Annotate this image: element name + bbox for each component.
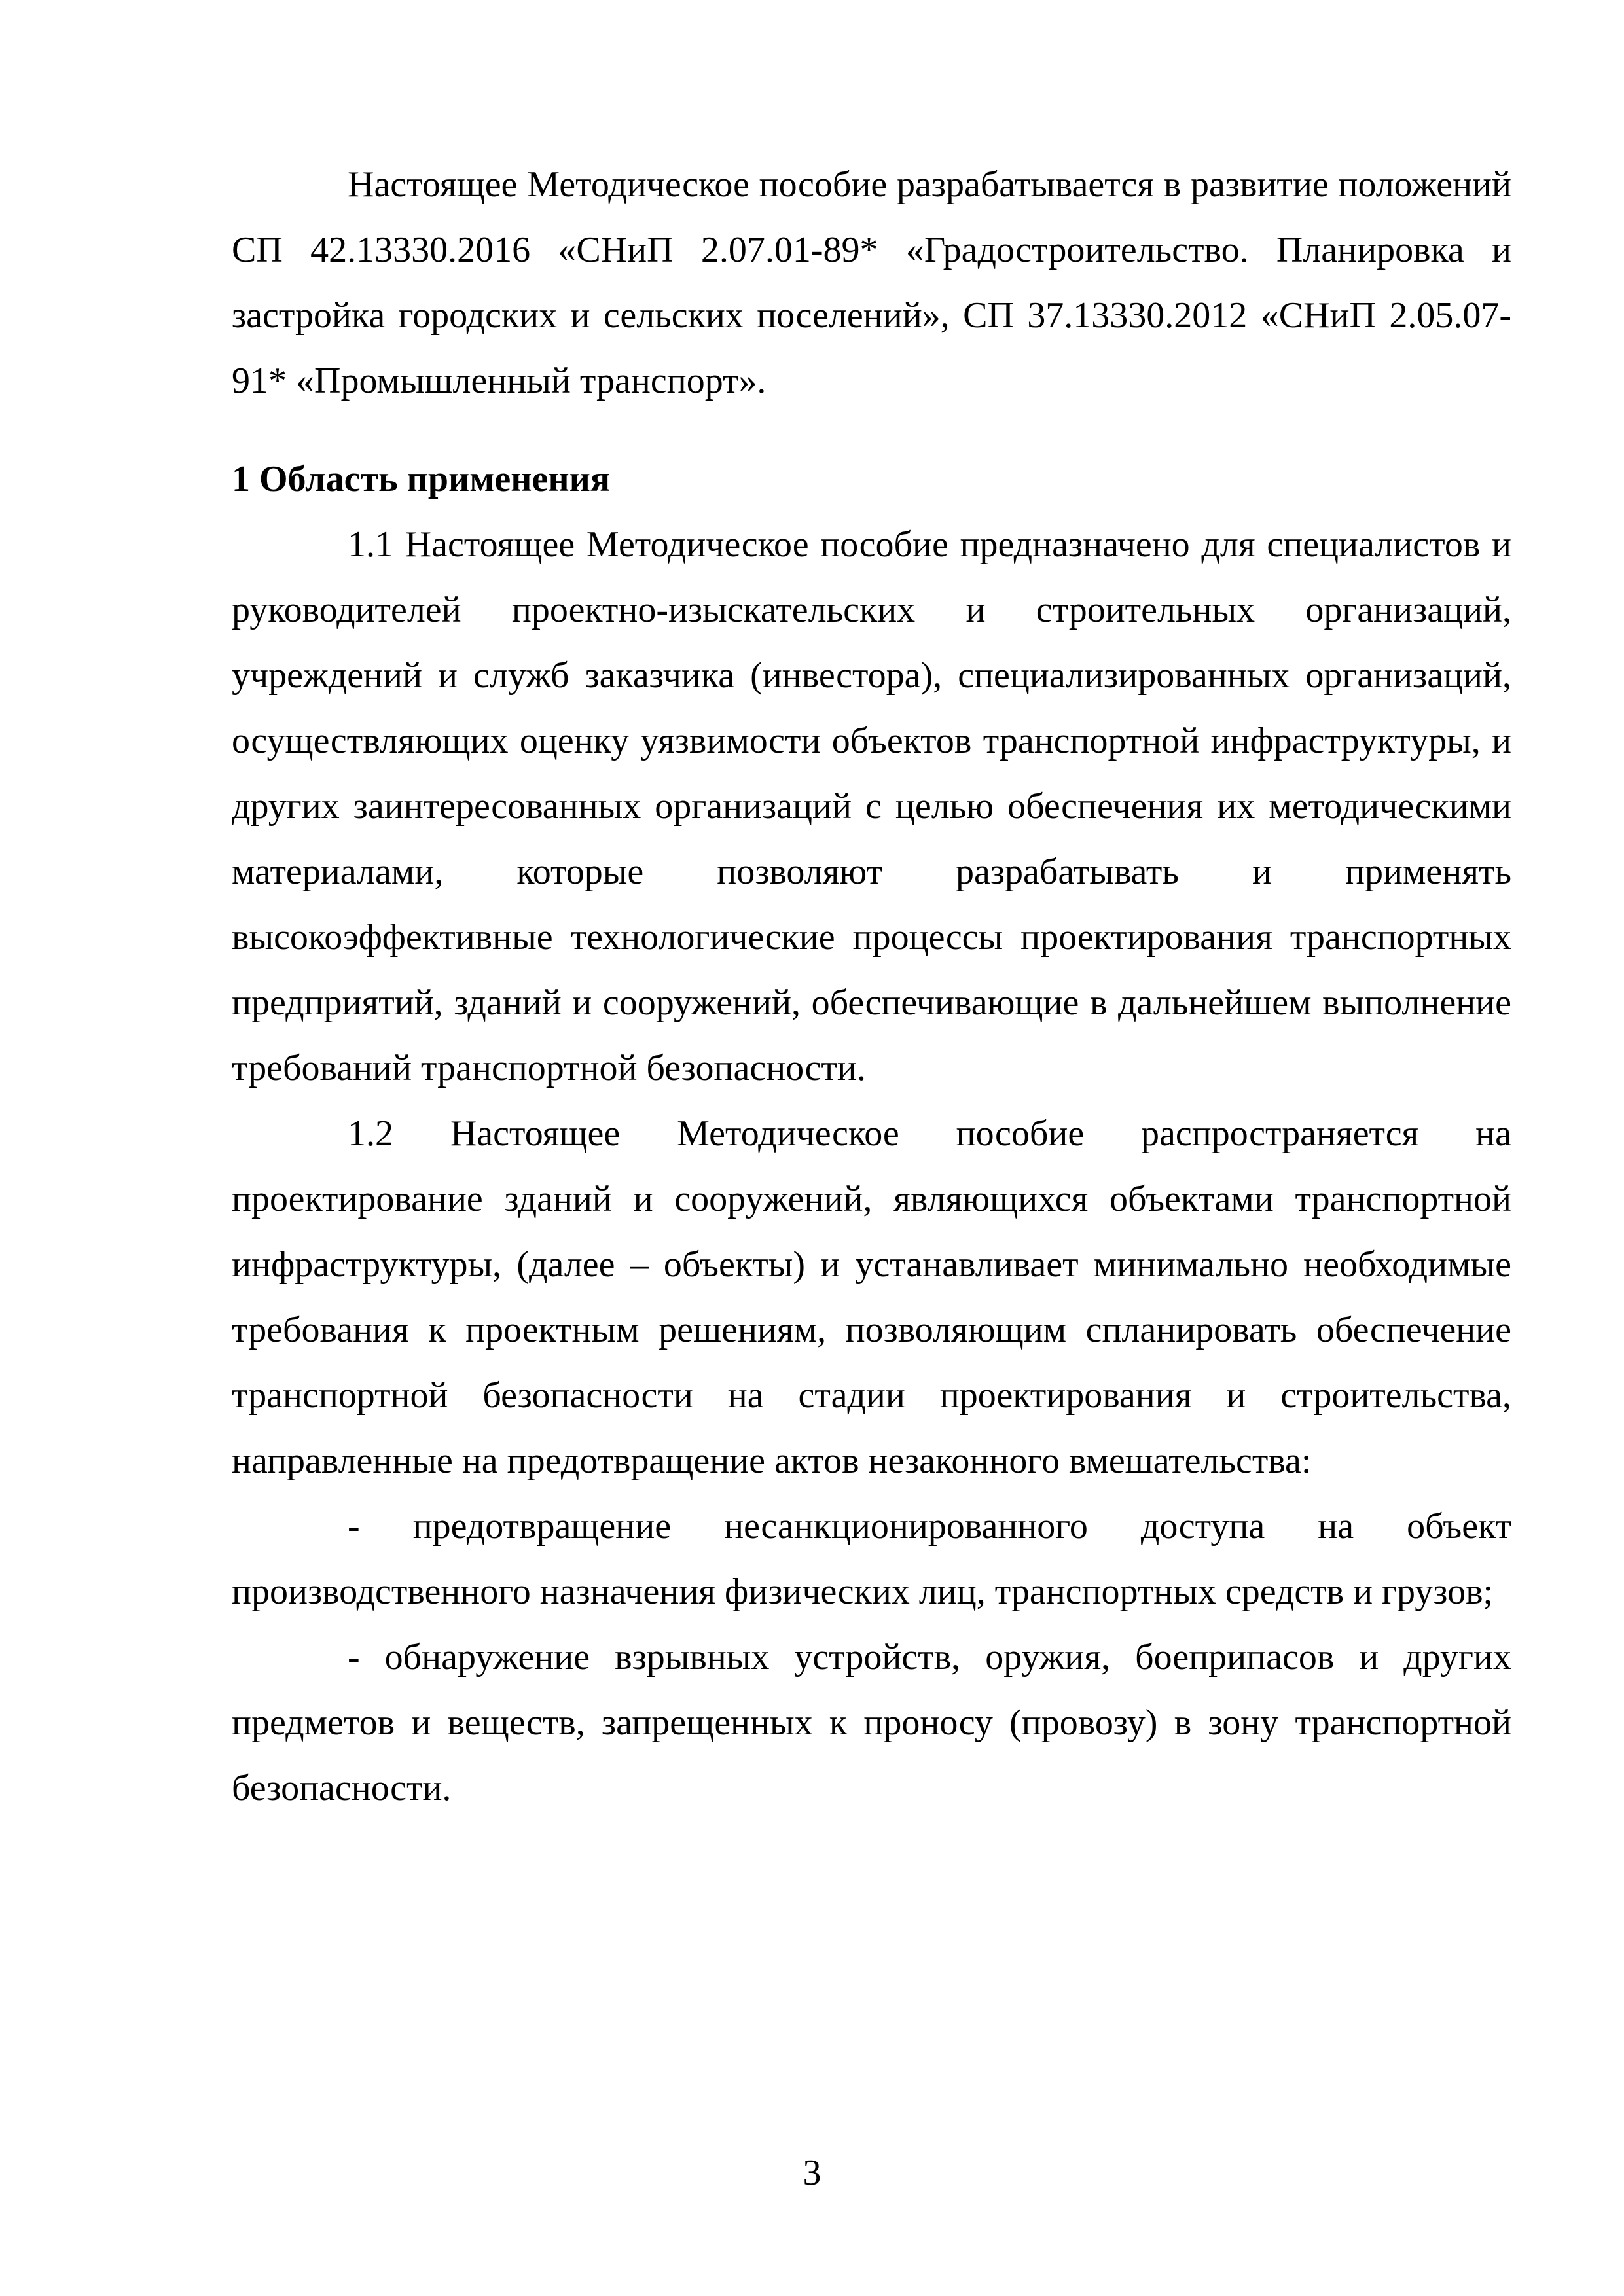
intro-paragraph: Настоящее Методическое пособие разрабатывается в развитие положений СП 42.13330.2016 «СНиП 2.07.01-89* «Градостроительство. Планировка и застройка городских и сельских поселений», СП 37.13330.2012 «СНиП 2.05.07-91* «Промышленный транспорт». (232, 164, 1511, 401)
list-item: - обнаружение взрывных устройств, оружия, боеприпасов и других предметов и веществ, запрещенных к проносу (провозу) в зону транспортной безопасности. (232, 1637, 1511, 1808)
section-heading: 1 Область применения (232, 459, 611, 499)
paragraph-1-2: 1.2 Настоящее Методическое пособие распространяется на проектирование зданий и сооружений, являющихся объектами транспортной инфраструктуры, (далее – объекты) и устанавливает минимально необходимые требования к проектным решениям, позволяющим спланировать обеспечение транспортной безопасности на стадии проектирования и строительства, направленные на предотвращение актов незаконного вмешательства: (232, 1113, 1511, 1481)
page-content (232, 152, 1511, 1821)
spacer (232, 414, 1511, 446)
paragraph-1-1: 1.1 Настоящее Методическое пособие предназначено для специалистов и руководителей проектно-изыскательских и строительных организаций, учреждений и служб заказчика (инвестора), специализированных организаций, осуществляющих оценку уязвимости объектов транспортной инфраструктуры, и других заинтересованных организаций с целью обеспечения их методическими материалами, которые позволяют разрабатывать и применять высокоэффективные технологические процессы проектирования транспортных предприятий, зданий и сооружений, обеспечивающие в дальнейшем выполнение требований транспортной безопасности. (232, 524, 1511, 1088)
page-number: 3 (803, 2153, 821, 2193)
list-item: - предотвращение несанкционированного доступа на объект производственного назначения физических лиц, транспортных средств и грузов; (232, 1506, 1511, 1612)
